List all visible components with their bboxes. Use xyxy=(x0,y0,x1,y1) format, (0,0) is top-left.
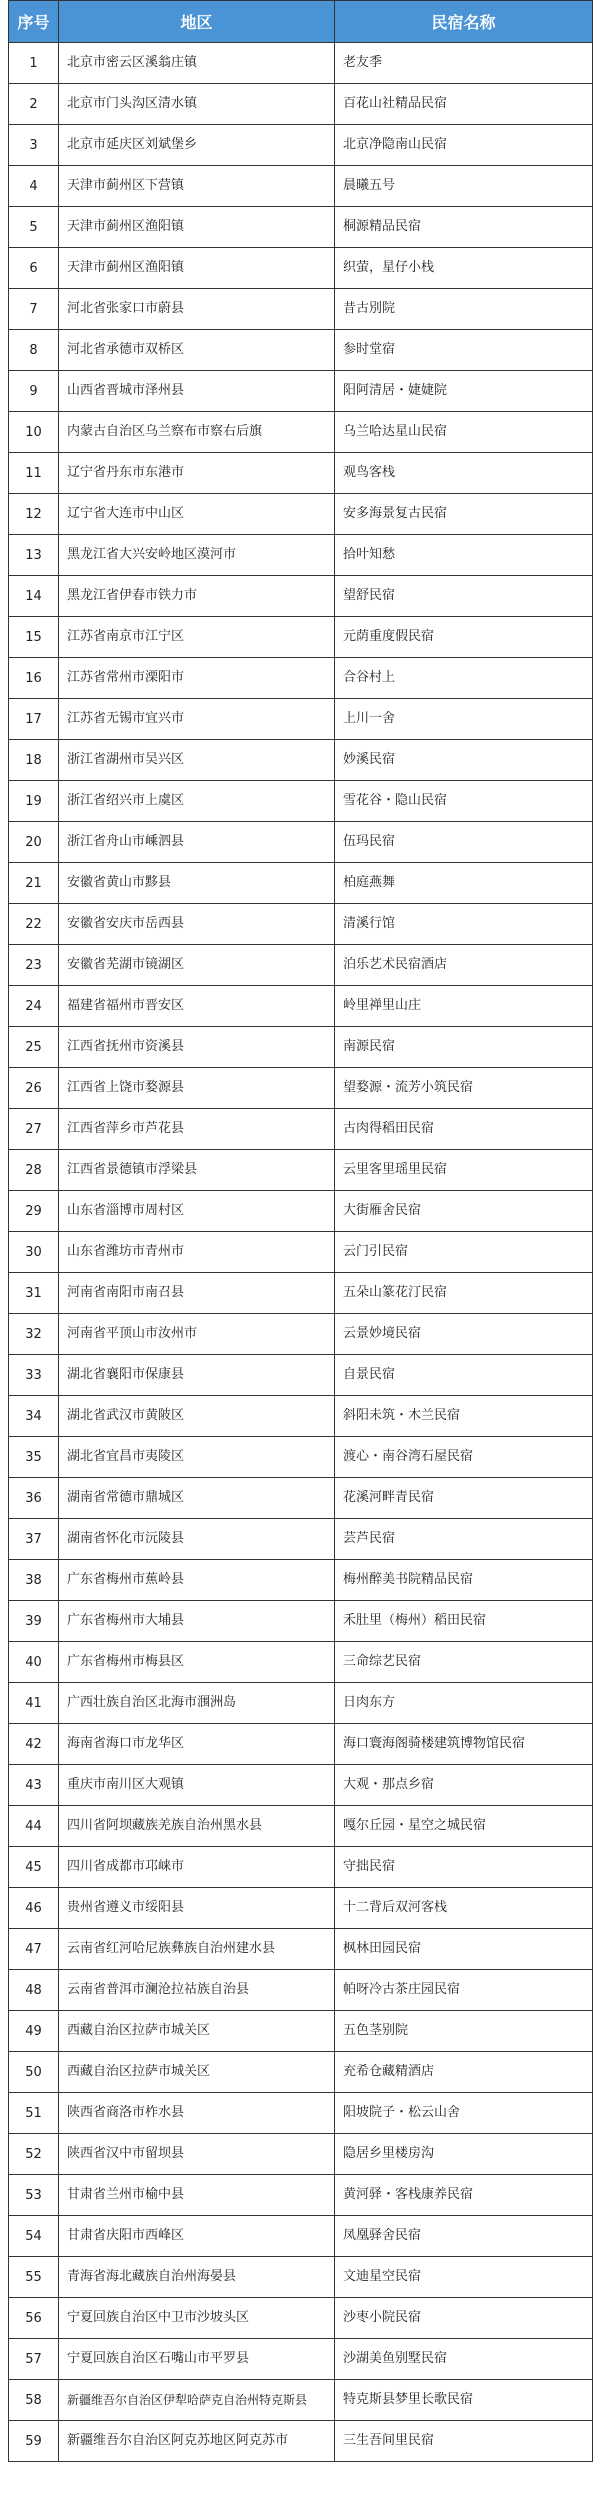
row-region: 四川省成都市邛崃市 xyxy=(59,1847,335,1888)
row-homestay-name: 隐居乡里楼房沟 xyxy=(335,2134,593,2175)
row-region: 黑龙江省伊春市铁力市 xyxy=(59,576,335,617)
row-region: 新疆维吾尔自治区伊犁哈萨克自治州特克斯县 xyxy=(59,2380,335,2421)
row-homestay-name: 充希仓藏精酒店 xyxy=(335,2052,593,2093)
table-row xyxy=(9,43,593,84)
table-row xyxy=(9,617,593,658)
row-index: 10 xyxy=(9,412,59,453)
row-index: 47 xyxy=(9,1929,59,1970)
table-row xyxy=(9,248,593,289)
row-index: 59 xyxy=(9,2421,59,2462)
table-row xyxy=(9,2093,593,2134)
row-homestay-name: 云门引民宿 xyxy=(335,1232,593,1273)
row-homestay-name: 古肉得稻田民宿 xyxy=(335,1109,593,1150)
table-body xyxy=(9,43,593,2462)
table-row xyxy=(9,2380,593,2421)
row-homestay-name: 百花山社精品民宿 xyxy=(335,84,593,125)
table-row xyxy=(9,1601,593,1642)
table-row xyxy=(9,2339,593,2380)
row-homestay-name: 大街雁舍民宿 xyxy=(335,1191,593,1232)
row-homestay-name: 桐源精品民宿 xyxy=(335,207,593,248)
row-homestay-name: 上川一舍 xyxy=(335,699,593,740)
row-index: 24 xyxy=(9,986,59,1027)
row-index: 29 xyxy=(9,1191,59,1232)
row-region: 江苏省无锡市宜兴市 xyxy=(59,699,335,740)
row-index: 52 xyxy=(9,2134,59,2175)
row-region: 河南省南阳市南召县 xyxy=(59,1273,335,1314)
row-region: 山西省晋城市泽州县 xyxy=(59,371,335,412)
row-index: 21 xyxy=(9,863,59,904)
row-index: 49 xyxy=(9,2011,59,2052)
row-region: 广东省梅州市蕉岭县 xyxy=(59,1560,335,1601)
table-row xyxy=(9,1027,593,1068)
row-homestay-name: 海口寰海阁骑楼建筑博物馆民宿 xyxy=(335,1724,593,1765)
table-row xyxy=(9,1478,593,1519)
row-region: 西藏自治区拉萨市城关区 xyxy=(59,2052,335,2093)
row-index: 17 xyxy=(9,699,59,740)
row-homestay-name: 晨曦五号 xyxy=(335,166,593,207)
row-region: 北京市密云区溪翁庄镇 xyxy=(59,43,335,84)
row-index: 46 xyxy=(9,1888,59,1929)
row-index: 53 xyxy=(9,2175,59,2216)
row-homestay-name: 南源民宿 xyxy=(335,1027,593,1068)
row-region: 辽宁省大连市中山区 xyxy=(59,494,335,535)
row-homestay-name: 云景妙境民宿 xyxy=(335,1314,593,1355)
row-index: 19 xyxy=(9,781,59,822)
table-row xyxy=(9,207,593,248)
row-index: 4 xyxy=(9,166,59,207)
row-homestay-name: 守拙民宿 xyxy=(335,1847,593,1888)
row-region: 江西省萍乡市芦花县 xyxy=(59,1109,335,1150)
row-homestay-name: 沙枣小院民宿 xyxy=(335,2298,593,2339)
row-index: 27 xyxy=(9,1109,59,1150)
table-row xyxy=(9,1970,593,2011)
row-region: 青海省海北藏族自治州海晏县 xyxy=(59,2257,335,2298)
row-index: 36 xyxy=(9,1478,59,1519)
table-row xyxy=(9,1519,593,1560)
table-row xyxy=(9,2298,593,2339)
row-index: 31 xyxy=(9,1273,59,1314)
row-region: 安徽省安庆市岳西县 xyxy=(59,904,335,945)
row-homestay-name: 老友季 xyxy=(335,43,593,84)
table-row xyxy=(9,1437,593,1478)
row-homestay-name: 伍玛民宿 xyxy=(335,822,593,863)
row-index: 58 xyxy=(9,2380,59,2421)
homestay-list-table xyxy=(8,0,593,2462)
table-row xyxy=(9,658,593,699)
row-homestay-name: 泊乐艺术民宿酒店 xyxy=(335,945,593,986)
row-region: 贵州省遵义市绥阳县 xyxy=(59,1888,335,1929)
row-index: 9 xyxy=(9,371,59,412)
row-region: 江苏省常州市溧阳市 xyxy=(59,658,335,699)
row-region: 宁夏回族自治区中卫市沙坡头区 xyxy=(59,2298,335,2339)
row-homestay-name: 三命综艺民宿 xyxy=(335,1642,593,1683)
row-index: 50 xyxy=(9,2052,59,2093)
row-homestay-name: 安多海景复古民宿 xyxy=(335,494,593,535)
table-row xyxy=(9,1314,593,1355)
row-homestay-name: 阳坡院子・松云山舍 xyxy=(335,2093,593,2134)
table-row xyxy=(9,2011,593,2052)
row-region: 河北省张家口市蔚县 xyxy=(59,289,335,330)
table-row xyxy=(9,1109,593,1150)
row-region: 江西省抚州市资溪县 xyxy=(59,1027,335,1068)
row-region: 甘肃省庆阳市西峰区 xyxy=(59,2216,335,2257)
row-index: 7 xyxy=(9,289,59,330)
row-index: 51 xyxy=(9,2093,59,2134)
row-index: 39 xyxy=(9,1601,59,1642)
table-row xyxy=(9,1724,593,1765)
row-index: 40 xyxy=(9,1642,59,1683)
row-homestay-name: 沙湖美鱼别墅民宿 xyxy=(335,2339,593,2380)
row-region: 四川省阿坝藏族羌族自治州黑水县 xyxy=(59,1806,335,1847)
row-homestay-name: 岭里禅里山庄 xyxy=(335,986,593,1027)
row-region: 北京市延庆区刘斌堡乡 xyxy=(59,125,335,166)
row-index: 6 xyxy=(9,248,59,289)
row-homestay-name: 凤凰驿舍民宿 xyxy=(335,2216,593,2257)
row-homestay-name: 参时堂宿 xyxy=(335,330,593,371)
row-homestay-name: 昔古別院 xyxy=(335,289,593,330)
row-region: 安徽省黄山市黟县 xyxy=(59,863,335,904)
header-homestay-name: 民宿名称 xyxy=(335,1,593,43)
row-homestay-name: 元荫重度假民宿 xyxy=(335,617,593,658)
row-region: 重庆市南川区大观镇 xyxy=(59,1765,335,1806)
table-row xyxy=(9,1806,593,1847)
row-index: 1 xyxy=(9,43,59,84)
row-index: 44 xyxy=(9,1806,59,1847)
row-homestay-name: 帕呀冷古茶庄园民宿 xyxy=(335,1970,593,2011)
row-homestay-name: 五朵山篆花汀民宿 xyxy=(335,1273,593,1314)
table-header xyxy=(9,1,593,43)
table-row xyxy=(9,1683,593,1724)
table-row xyxy=(9,1642,593,1683)
table-row xyxy=(9,2421,593,2462)
row-homestay-name: 黄河驿・客栈康养民宿 xyxy=(335,2175,593,2216)
table-row xyxy=(9,2175,593,2216)
row-region: 内蒙古自治区乌兰察布市察右后旗 xyxy=(59,412,335,453)
table-row xyxy=(9,453,593,494)
row-index: 32 xyxy=(9,1314,59,1355)
row-region: 甘肃省兰州市榆中县 xyxy=(59,2175,335,2216)
row-index: 55 xyxy=(9,2257,59,2298)
table-row xyxy=(9,576,593,617)
table-row xyxy=(9,371,593,412)
table-row xyxy=(9,2052,593,2093)
row-region: 黑龙江省大兴安岭地区漠河市 xyxy=(59,535,335,576)
row-index: 18 xyxy=(9,740,59,781)
row-index: 16 xyxy=(9,658,59,699)
row-region: 宁夏回族自治区石嘴山市平罗县 xyxy=(59,2339,335,2380)
row-region: 陕西省汉中市留坝县 xyxy=(59,2134,335,2175)
row-region: 山东省潍坊市青州市 xyxy=(59,1232,335,1273)
header-index: 序号 xyxy=(9,1,59,43)
row-homestay-name: 芸芦民宿 xyxy=(335,1519,593,1560)
table-row xyxy=(9,84,593,125)
row-homestay-name: 云里客里瑶里民宿 xyxy=(335,1150,593,1191)
table-row xyxy=(9,904,593,945)
row-homestay-name: 乌兰哈达星山民宿 xyxy=(335,412,593,453)
row-index: 2 xyxy=(9,84,59,125)
table-row xyxy=(9,863,593,904)
row-homestay-name: 阳阿清居・婕婕院 xyxy=(335,371,593,412)
table-row xyxy=(9,494,593,535)
row-index: 56 xyxy=(9,2298,59,2339)
row-index: 12 xyxy=(9,494,59,535)
table-row xyxy=(9,2216,593,2257)
row-index: 38 xyxy=(9,1560,59,1601)
table-row xyxy=(9,699,593,740)
row-index: 34 xyxy=(9,1396,59,1437)
row-homestay-name: 望婺源・流芳小筑民宿 xyxy=(335,1068,593,1109)
row-index: 35 xyxy=(9,1437,59,1478)
row-index: 30 xyxy=(9,1232,59,1273)
row-region: 天津市蓟州区渔阳镇 xyxy=(59,248,335,289)
row-region: 云南省普洱市澜沧拉祜族自治县 xyxy=(59,1970,335,2011)
row-index: 11 xyxy=(9,453,59,494)
row-homestay-name: 禾肚里（梅州）稻田民宿 xyxy=(335,1601,593,1642)
row-homestay-name: 特克斯县梦里长歌民宿 xyxy=(335,2380,593,2421)
row-homestay-name: 雪花谷・隐山民宿 xyxy=(335,781,593,822)
row-index: 14 xyxy=(9,576,59,617)
row-index: 33 xyxy=(9,1355,59,1396)
row-region: 辽宁省丹东市东港市 xyxy=(59,453,335,494)
table-row xyxy=(9,330,593,371)
row-homestay-name: 妙溪民宿 xyxy=(335,740,593,781)
row-homestay-name: 织萤，星仔小栈 xyxy=(335,248,593,289)
table-row xyxy=(9,1191,593,1232)
row-region: 浙江省舟山市嵊泗县 xyxy=(59,822,335,863)
row-index: 26 xyxy=(9,1068,59,1109)
table-row xyxy=(9,740,593,781)
row-region: 江苏省南京市江宁区 xyxy=(59,617,335,658)
row-homestay-name: 合谷村上 xyxy=(335,658,593,699)
row-index: 43 xyxy=(9,1765,59,1806)
table-row xyxy=(9,1929,593,1970)
row-index: 57 xyxy=(9,2339,59,2380)
table-row xyxy=(9,1232,593,1273)
row-homestay-name: 梅州醉美书院精品民宿 xyxy=(335,1560,593,1601)
row-homestay-name: 日肉东方 xyxy=(335,1683,593,1724)
table-row xyxy=(9,1765,593,1806)
row-index: 15 xyxy=(9,617,59,658)
table-row xyxy=(9,945,593,986)
row-region: 广东省梅州市大埔县 xyxy=(59,1601,335,1642)
row-homestay-name: 柏庭燕舞 xyxy=(335,863,593,904)
row-region: 湖北省襄阳市保康县 xyxy=(59,1355,335,1396)
row-homestay-name: 枫林田园民宿 xyxy=(335,1929,593,1970)
row-index: 41 xyxy=(9,1683,59,1724)
row-region: 山东省淄博市周村区 xyxy=(59,1191,335,1232)
row-region: 福建省福州市晋安区 xyxy=(59,986,335,1027)
row-index: 48 xyxy=(9,1970,59,2011)
row-region: 安徽省芜湖市镜湖区 xyxy=(59,945,335,986)
table-row xyxy=(9,166,593,207)
table-row xyxy=(9,1847,593,1888)
row-index: 23 xyxy=(9,945,59,986)
table-row xyxy=(9,1355,593,1396)
row-region: 海南省海口市龙华区 xyxy=(59,1724,335,1765)
row-homestay-name: 拾叶知愁 xyxy=(335,535,593,576)
row-region: 广东省梅州市梅县区 xyxy=(59,1642,335,1683)
table-row xyxy=(9,1396,593,1437)
row-region: 湖南省怀化市沅陵县 xyxy=(59,1519,335,1560)
row-homestay-name: 文迪星空民宿 xyxy=(335,2257,593,2298)
row-index: 25 xyxy=(9,1027,59,1068)
row-homestay-name: 五色茎别院 xyxy=(335,2011,593,2052)
row-homestay-name: 望舒民宿 xyxy=(335,576,593,617)
table-row xyxy=(9,1150,593,1191)
row-homestay-name: 嘎尔丘园・星空之城民宿 xyxy=(335,1806,593,1847)
row-region: 新疆维吾尔自治区阿克苏地区阿克苏市 xyxy=(59,2421,335,2462)
row-index: 54 xyxy=(9,2216,59,2257)
row-region: 云南省红河哈尼族彝族自治州建水县 xyxy=(59,1929,335,1970)
header-row xyxy=(9,1,593,43)
row-region: 浙江省绍兴市上虞区 xyxy=(59,781,335,822)
row-region: 湖北省宜昌市夷陵区 xyxy=(59,1437,335,1478)
row-region: 江西省上饶市婺源县 xyxy=(59,1068,335,1109)
table-row xyxy=(9,986,593,1027)
table-row xyxy=(9,1068,593,1109)
row-region: 河北省承德市双桥区 xyxy=(59,330,335,371)
table-row xyxy=(9,125,593,166)
row-homestay-name: 大观・那点乡宿 xyxy=(335,1765,593,1806)
table-row xyxy=(9,1560,593,1601)
table-row xyxy=(9,412,593,453)
row-homestay-name: 渡心・南谷湾石屋民宿 xyxy=(335,1437,593,1478)
table-row xyxy=(9,1273,593,1314)
row-homestay-name: 斜阳未筑・木兰民宿 xyxy=(335,1396,593,1437)
row-index: 5 xyxy=(9,207,59,248)
row-region: 湖北省武汉市黄陂区 xyxy=(59,1396,335,1437)
row-region: 陕西省商洛市柞水县 xyxy=(59,2093,335,2134)
table-row xyxy=(9,781,593,822)
row-region: 西藏自治区拉萨市城关区 xyxy=(59,2011,335,2052)
row-index: 28 xyxy=(9,1150,59,1191)
row-index: 8 xyxy=(9,330,59,371)
row-region: 浙江省湖州市吴兴区 xyxy=(59,740,335,781)
row-homestay-name: 十二背后双河客栈 xyxy=(335,1888,593,1929)
row-region: 天津市蓟州区下营镇 xyxy=(59,166,335,207)
row-homestay-name: 三生吾间里民宿 xyxy=(335,2421,593,2462)
row-region: 湖南省常德市鼎城区 xyxy=(59,1478,335,1519)
row-index: 42 xyxy=(9,1724,59,1765)
row-homestay-name: 北京净隐南山民宿 xyxy=(335,125,593,166)
table-row xyxy=(9,2257,593,2298)
row-homestay-name: 自景民宿 xyxy=(335,1355,593,1396)
row-region: 广西壮族自治区北海市涠洲岛 xyxy=(59,1683,335,1724)
row-region: 天津市蓟州区渔阳镇 xyxy=(59,207,335,248)
row-index: 3 xyxy=(9,125,59,166)
table-row xyxy=(9,289,593,330)
table-row xyxy=(9,535,593,576)
header-region: 地区 xyxy=(59,1,335,43)
row-index: 22 xyxy=(9,904,59,945)
row-index: 13 xyxy=(9,535,59,576)
row-index: 37 xyxy=(9,1519,59,1560)
table-row xyxy=(9,1888,593,1929)
row-region: 北京市门头沟区清水镇 xyxy=(59,84,335,125)
row-homestay-name: 花溪河畔青民宿 xyxy=(335,1478,593,1519)
row-homestay-name: 观鸟客栈 xyxy=(335,453,593,494)
row-region: 江西省景德镇市浮梁县 xyxy=(59,1150,335,1191)
row-homestay-name: 清溪行馆 xyxy=(335,904,593,945)
table-row xyxy=(9,822,593,863)
row-region: 河南省平顶山市汝州市 xyxy=(59,1314,335,1355)
table-row xyxy=(9,2134,593,2175)
row-index: 20 xyxy=(9,822,59,863)
row-index: 45 xyxy=(9,1847,59,1888)
